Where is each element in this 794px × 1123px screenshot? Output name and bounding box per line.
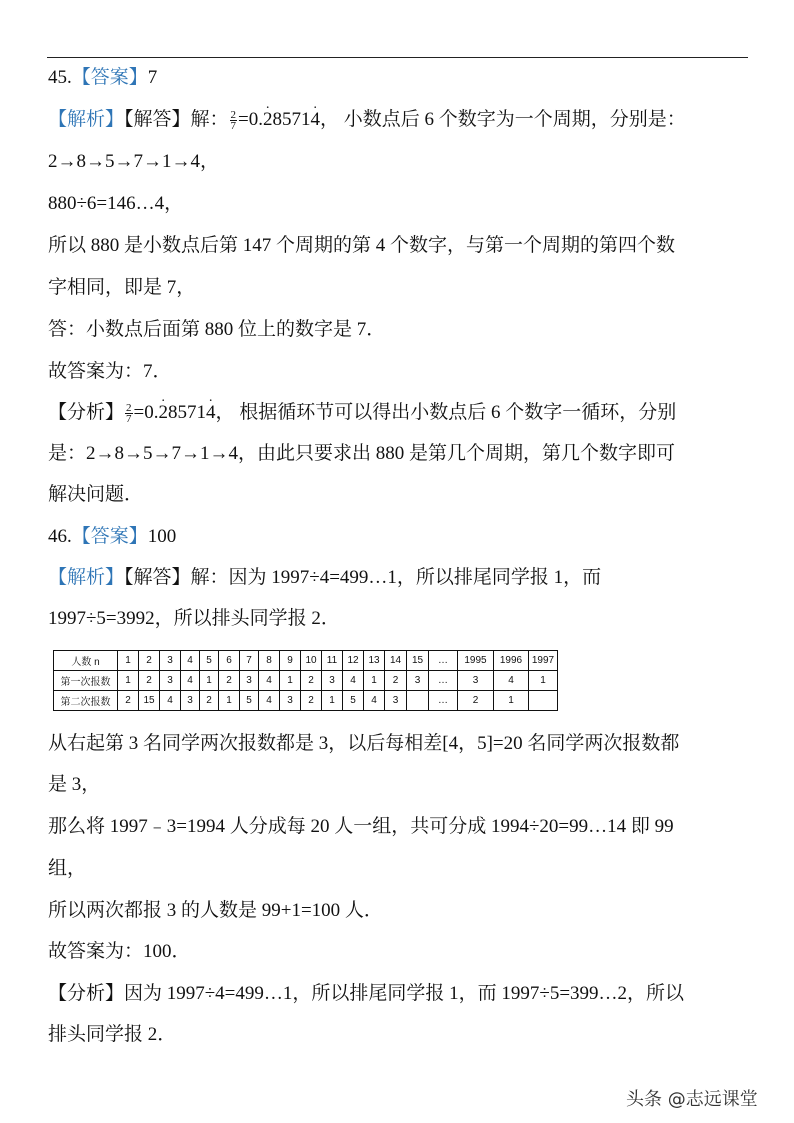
count-table-body [54, 651, 558, 711]
q46-explanation-line: 【分析】因为 1997÷4=499…1，所以排尾同学报 1，而 1997÷5=399…2，所以 [48, 983, 685, 1004]
table-cell: 2 [139, 671, 160, 691]
table-cell: 3 [160, 671, 181, 691]
fraction-numerator: 2 [230, 109, 237, 122]
q46-answer-value: 100 [147, 526, 177, 547]
q45-text-line: 所以 880 是小数点后第 147 个周期的第 4 个数字，与第一个周期的第四个数 [48, 235, 676, 256]
table-cell: 15 [139, 691, 160, 711]
q45-analysis-line [48, 108, 686, 132]
table-row [54, 651, 558, 671]
fraction-numerator: 2 [126, 402, 132, 415]
q46-analysis-tag: 【解析】 [48, 567, 125, 588]
table-cell: 1 [494, 691, 529, 711]
table-row [54, 671, 558, 691]
fraction-denominator: 7 [126, 413, 132, 426]
repeat-digit-start: 2 · [263, 108, 273, 132]
q45-explanation-tail: ， 根据循环节可以得出小数点后 6 个数字一循环，分别 [215, 402, 677, 423]
q46-number: 46. [48, 526, 72, 547]
q46-answer-line [48, 525, 176, 549]
table-cell: 4 [494, 671, 529, 691]
decimal-prefix: =0. [238, 109, 263, 130]
table-row [54, 691, 558, 711]
table-cell: 5 [200, 651, 219, 671]
decimal-middle: 8571 [272, 109, 311, 130]
table-cell: 4 [343, 671, 364, 691]
table-cell: 4 [259, 691, 280, 711]
q46-text-line: 1997÷5=3992，所以排头同学报 2． [48, 608, 340, 629]
table-cell: 1 [529, 671, 558, 691]
repeat-digit-start: 2 · [158, 401, 168, 425]
table-cell: 1997 [529, 651, 558, 671]
table-cell: 1 [219, 691, 240, 711]
table-cell: 1 [280, 671, 301, 691]
table-cell: 1 [200, 671, 219, 691]
table-cell: 1996 [494, 651, 529, 671]
table-cell: 4 [181, 651, 200, 671]
q46-answer-tag: 【答案】 [71, 526, 148, 547]
table-cell: 13 [364, 651, 385, 671]
table-cell: 3 [160, 651, 181, 671]
table-cell: 2 [385, 671, 407, 691]
q45-text-line: 解决问题． [48, 484, 144, 505]
q45-text-line: 字相同，即是 7， [48, 277, 196, 298]
q45-number: 45. [48, 67, 72, 88]
q46-analysis-line [48, 566, 601, 590]
q45-answer-line [48, 66, 157, 90]
table-cell: 2 [200, 691, 219, 711]
table-cell: 3 [458, 671, 494, 691]
q45-answer-tag: 【答案】 [71, 67, 148, 88]
q46-text-line: 从右起第 3 名同学两次报数都是 3，以后每相差[4，5]=20 名同学两次报数都 [48, 733, 680, 754]
table-cell: 11 [322, 651, 343, 671]
table-cell: … [429, 671, 458, 691]
count-table [53, 650, 558, 711]
q45-fraction [125, 403, 133, 424]
repeat-digit-end: 4 · [206, 401, 216, 425]
table-cell: 15 [407, 651, 429, 671]
table-cell: 12 [343, 651, 364, 671]
table-cell: 4 [181, 671, 200, 691]
table-cell: 5 [240, 691, 259, 711]
table-cell: 9 [280, 651, 301, 671]
table-cell: 2 [301, 691, 322, 711]
table-cell: 4 [160, 691, 181, 711]
q45-reply-line: 答：小数点后面第 880 位上的数字是 7． [48, 319, 386, 340]
table-cell: 2 [458, 691, 494, 711]
table-cell: 3 [407, 671, 429, 691]
q46-text-line: 是 3， [48, 774, 101, 795]
q46-text-line: 排头同学报 2． [48, 1024, 177, 1045]
q46-final-answer: 故答案为：100． [48, 941, 191, 962]
q46-text-line: 所以两次都报 3 的人数是 99+1=100 人． [48, 900, 383, 921]
fraction-denominator: 7 [230, 120, 237, 133]
table-cell: 3 [181, 691, 200, 711]
q46-line1-tail: 【解答】解：因为 1997÷4=499…1，所以排尾同学报 1，而 [124, 567, 602, 588]
q45-division-line: 880÷6=146…4， [48, 193, 184, 214]
watermark: 头条 @志远课堂 [626, 1089, 758, 1110]
table-cell: 7 [240, 651, 259, 671]
table-cell: 3 [385, 691, 407, 711]
q45-cycle-line: 2→8→5→7→1→4， [48, 151, 220, 172]
table-cell: 1995 [458, 651, 494, 671]
table-cell: 14 [385, 651, 407, 671]
q45-solution-label: 【解答】解： [124, 109, 229, 130]
table-cell: 4 [259, 671, 280, 691]
q45-explanation-line [48, 401, 676, 425]
decimal-middle: 8571 [167, 402, 206, 423]
table-cell: 6 [219, 651, 240, 671]
q46-text-line: 那么将 1997﹣3=1994 人分成每 20 人一组，共可分成 1994÷20=99…14 即 99 [48, 816, 674, 837]
q45-final-answer: 故答案为：7． [48, 361, 172, 382]
table-row-header: 第二次报数 [54, 691, 118, 711]
table-cell [407, 691, 429, 711]
table-row-header: 人数 n [54, 651, 118, 671]
repeat-digit-end: 4 · [311, 108, 321, 132]
table-cell: 2 [118, 691, 139, 711]
table-cell: 8 [259, 651, 280, 671]
table-cell: … [429, 651, 458, 671]
table-row-header: 第一次报数 [54, 671, 118, 691]
table-cell: 1 [118, 671, 139, 691]
decimal-prefix: =0. [133, 402, 159, 423]
table-cell: 5 [343, 691, 364, 711]
table-cell: 3 [322, 671, 343, 691]
table-cell [529, 691, 558, 711]
table-cell: 1 [322, 691, 343, 711]
table-cell: 2 [301, 671, 322, 691]
table-cell: 3 [280, 691, 301, 711]
table-cell: 2 [219, 671, 240, 691]
table-cell: 4 [364, 691, 385, 711]
q45-fraction [230, 110, 238, 131]
table-cell: 10 [301, 651, 322, 671]
q45-text-line: 是：2→8→5→7→1→4，由此只要求出 880 是第几个周期，第几个数字即可 [48, 443, 676, 464]
q46-text-line: 组， [48, 858, 87, 879]
q45-explanation-tag: 【分析】 [48, 402, 125, 423]
q45-analysis-tag: 【解析】 [48, 109, 125, 130]
table-cell: 1 [118, 651, 139, 671]
table-cell: … [429, 691, 458, 711]
header-rule [47, 57, 748, 58]
table-cell: 3 [240, 671, 259, 691]
table-cell: 2 [139, 651, 160, 671]
table-cell: 1 [364, 671, 385, 691]
q45-line1-tail: ， 小数点后 6 个数字为一个周期，分别是： [320, 109, 686, 130]
q45-answer-value: 7 [147, 67, 158, 88]
